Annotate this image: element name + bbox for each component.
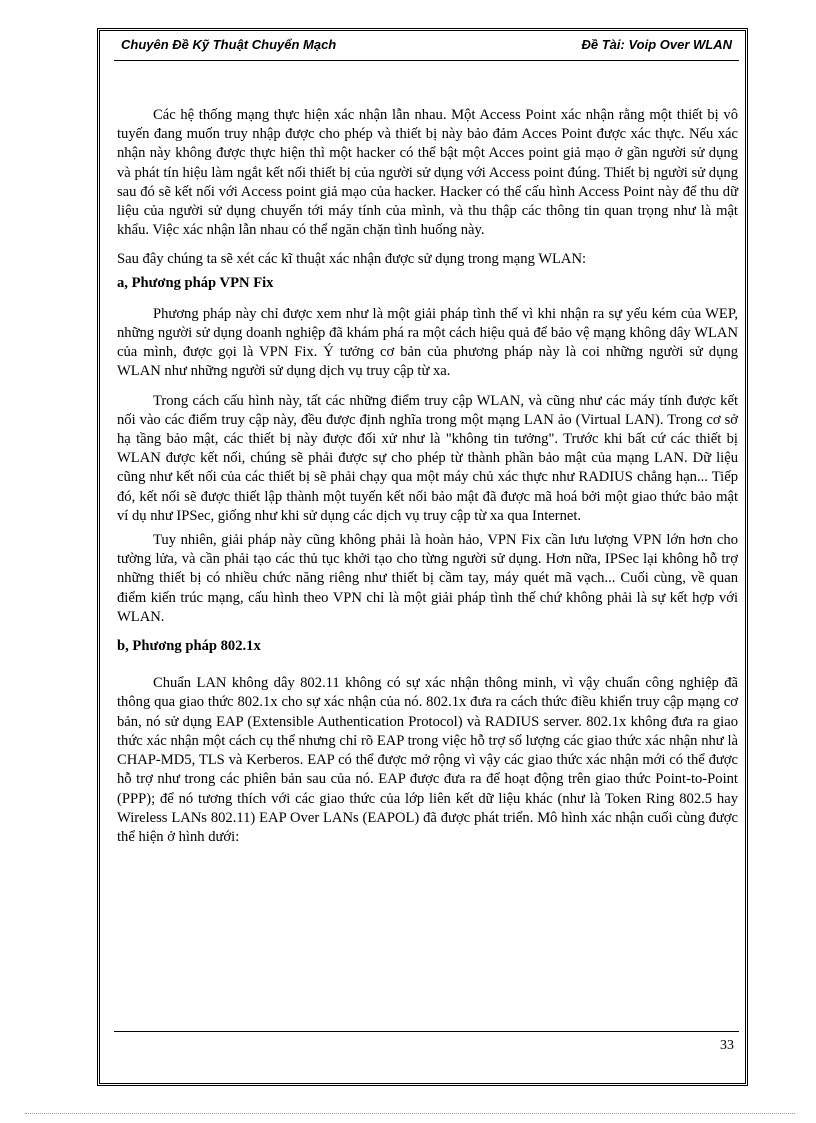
page-number: 33 xyxy=(720,1038,734,1053)
page-break-line xyxy=(25,1113,795,1114)
heading-vpn-fix: a, Phương pháp VPN Fix xyxy=(117,274,274,291)
paragraph-vpn-fix-2: Trong cách cấu hình này, tất các những điểm truy cập WLAN, và cũng như các máy tính được kết nối vào các điểm truy cập này, đều được định nghĩa trong một mạng LAN ảo (Virtual LAN). Trong cơ sở hạ tầng bảo mật, các thiết bị này được đối xử như là "không tin tưởng". Trước khi bất cứ các thiết bị WLAN được kết nối, chúng sẽ phải được sự cho phép từ thành phần bảo mật của mạng LAN. Dữ liệu cũng như kết nối của các thiết bị sẽ phải chạy qua một máy chủ xác thực như RADIUS chẳng hạn... Tiếp đó, kết nối sẽ được thiết lập thành một tuyến kết nối bảo mật đã được mã hoá bởi một giao thức bảo mật ví dụ như IPSec, giống như khi sử dụng các dịch vụ truy cập từ xa qua Internet. xyxy=(117,392,738,524)
heading-8021x: b, Phương pháp 802.1x xyxy=(117,638,261,655)
header-left-title: Chuyên Đề Kỹ Thuật Chuyển Mạch xyxy=(121,37,337,52)
paragraph-intro-techniques: Sau đây chúng ta sẽ xét các kĩ thuật xác nhận được sử dụng trong mạng WLAN: xyxy=(117,251,587,268)
paragraph-vpn-fix-1: Phương pháp này chỉ được xem như là một giải pháp tình thế vì khi nhận ra sự yếu kém của WEP, những người sử dụng doanh nghiệp đã khám phá ra một cách hiệu quả để bảo vệ mạng không dây WLAN của mình, được gọi là VPN Fix. Ý tưởng cơ bản của phương pháp này là coi những người sử dụng WLAN như những người sử dụng dịch vụ truy cập từ xa. xyxy=(117,305,738,380)
footer-rule xyxy=(114,1031,739,1032)
header-rule xyxy=(114,60,739,61)
header-right-title: Đề Tài: Voip Over WLAN xyxy=(581,37,732,52)
paragraph-vpn-fix-3: Tuy nhiên, giải pháp này cũng không phải là hoàn hảo, VPN Fix cần lưu lượng VPN lớn hơn cho tường lửa, và cần phải tạo các thủ tục khởi tạo cho từng người sử dụng. Hơn nữa, IPSec lại không hỗ trợ những thiết bị có nhiều chức năng riêng như thiết bị cầm tay, máy quét mã vạch... Cuối cùng, về quan điểm kiến trúc mạng, cấu hình theo VPN chỉ là một giải pháp tình thế chứ không phải là sự kết hợp với WLAN. xyxy=(117,532,738,625)
paragraph-mutual-authentication: Các hệ thống mạng thực hiện xác nhận lẫn nhau. Một Access Point xác nhận rằng một thiết bị vô tuyến đang muốn truy nhập được cho phép và thiết bị này bảo đảm Acces Point được xác thực. Nếu xác nhận này không được thực hiện thì một hacker có thể bật một Acces point giả mạo ở gần người sử dụng và phát tín hiệu làm ngắt kết nối thiết bị của người sử dụng với Access point đúng. Thiết bị người sử dụng sau đó sẽ kết nối với Access point giả mạo của hacker. Hacker có thể cấu hình Access Point này để thu dữ liệu của người sử dụng chuyển tới máy tính của mình, và thu thập các thông tin quan trọng như là mật khẩu. Việc xác nhận lẫn nhau có thể ngăn chặn tình huống này. xyxy=(117,107,738,239)
document-body xyxy=(117,106,738,857)
paragraph-8021x: Chuẩn LAN không dây 802.11 không có sự xác nhận thông minh, vì vậy chuẩn công nghiệp đã thông qua giao thức 802.1x cho sự xác nhận của nó. 802.1x đưa ra cách thức điều khiển truy cập mạng cơ bản, nó sử dụng EAP (Extensible Authentication Protocol) và RADIUS server. 802.1x không đưa ra giao thức xác nhận một cách cụ thể nhưng chỉ rõ EAP trong việc hỗ trợ số lượng các giao thức xác nhận như là CHAP-MD5, TLS và Kerberos. EAP có thể được mở rộng vì vậy các giao thức xác nhận mới có thể được hỗ trợ như trong các phiên bản sau của nó. EAP được đưa ra để hoạt động trên giao thức Point-to-Point (PPP); để nó tương thích với các giao thức của lớp liên kết dữ liệu khác (như là Token Ring 802.5 hay Wireless LANs 802.11) EAP Over LANs (EAPOL) đã được phát triển. Mô hình xác nhận cuối cùng được thể hiện ở hình dưới: xyxy=(117,675,738,845)
